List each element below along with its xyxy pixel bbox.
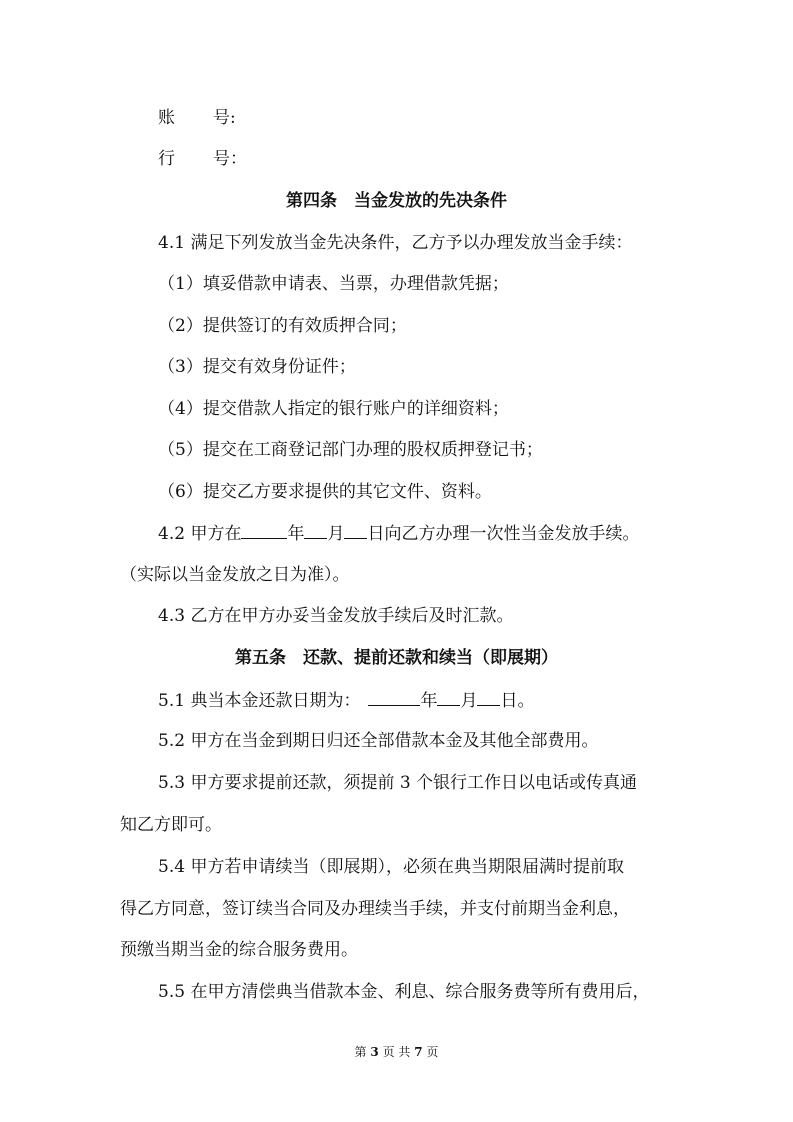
article5-clause-5-3-line1: 5.3 甲方要求提前还款，须提前 3 个银行工作日以电话或传真通 [158,773,638,793]
article5-clause-5-5-line1: 5.5 在甲方清偿典当借款本金、利息、综合服务费等所有费用后， [158,982,650,1002]
clause-4-2-lead: 4.2 甲方在 [158,524,242,544]
account-label-b: 号: [213,108,236,128]
clause-5-1-lead: 5.1 典当本金还款日期为： [158,691,361,711]
article5-clause-5-4-line1: 5.4 甲方若申请续当（即展期），必须在典当期限届满时提前取 [158,857,624,877]
footer-suffix: 页 [426,1045,439,1059]
bank-number-line [158,147,247,171]
footer-mid: 页 共 [382,1045,411,1059]
account-label-a: 账 [158,108,175,128]
article5-heading: 第五条 还款、提前还款和续当（即展期） [235,648,558,668]
article5-clause-5-4-line2: 得乙方同意，签订续当合同及办理续当手续，并支付前期当金利息， [120,899,630,919]
month-label: 月 [327,524,345,544]
bank-number-label-b: 号： [213,149,247,169]
repay-month-blank [437,688,460,706]
page-footer [0,1043,793,1060]
article4-clause-4-2-continued: （实际以当金发放之日为准）。 [120,565,350,585]
article5-clause-5-1 [158,688,534,713]
repay-day-label: 日。 [500,691,535,711]
article4-clause-4-3: 4.3 乙方在甲方办妥当金发放手续后及时汇款。 [158,606,514,626]
article4-clause-4-2 [158,521,639,546]
article4-item-5: （5）提交在工商登记部门办理的股权质押登记书； [158,440,543,460]
month-blank [304,521,327,539]
article5-clause-5-2: 5.2 甲方在当金到期日归还全部借款本金及其他全部费用。 [158,731,599,751]
repay-day-blank [477,688,500,706]
article4-item-2: （2）提供签订的有效质押合同； [158,316,407,336]
article5-clause-5-3-line2: 知乙方即可。 [120,815,222,835]
year-blank [241,521,287,539]
article4-item-4: （4）提交借款人指定的银行账户的详细资料； [158,399,509,419]
repay-year-label: 年 [420,691,438,711]
article4-item-6: （6）提交乙方要求提供的其它文件、资料。 [158,482,492,502]
account-line [158,106,236,130]
footer-page-number: 3 [370,1045,379,1059]
article4-heading: 第四条 当金发放的先决条件 [286,191,507,211]
article4-item-3: （3）提交有效身份证件； [158,357,356,377]
footer-total-pages: 7 [414,1045,423,1059]
footer-prefix: 第 [354,1045,367,1059]
article5-clause-5-4-line3: 预缴当期当金的综合服务费用。 [120,940,358,960]
bank-number-label-a: 行 [158,149,175,169]
day-blank [344,521,367,539]
repay-month-label: 月 [460,691,478,711]
year-label: 年 [287,524,305,544]
clause-4-2-tail: 日向乙方办理一次性当金发放手续。 [367,524,640,544]
repay-year-blank [368,688,420,706]
article4-item-1: （1）填妥借款申请表、当票，办理借款凭据； [158,274,509,294]
article4-clause-4-1: 4.1 满足下列发放当金先决条件，乙方予以办理发放当金手续： [158,233,633,253]
